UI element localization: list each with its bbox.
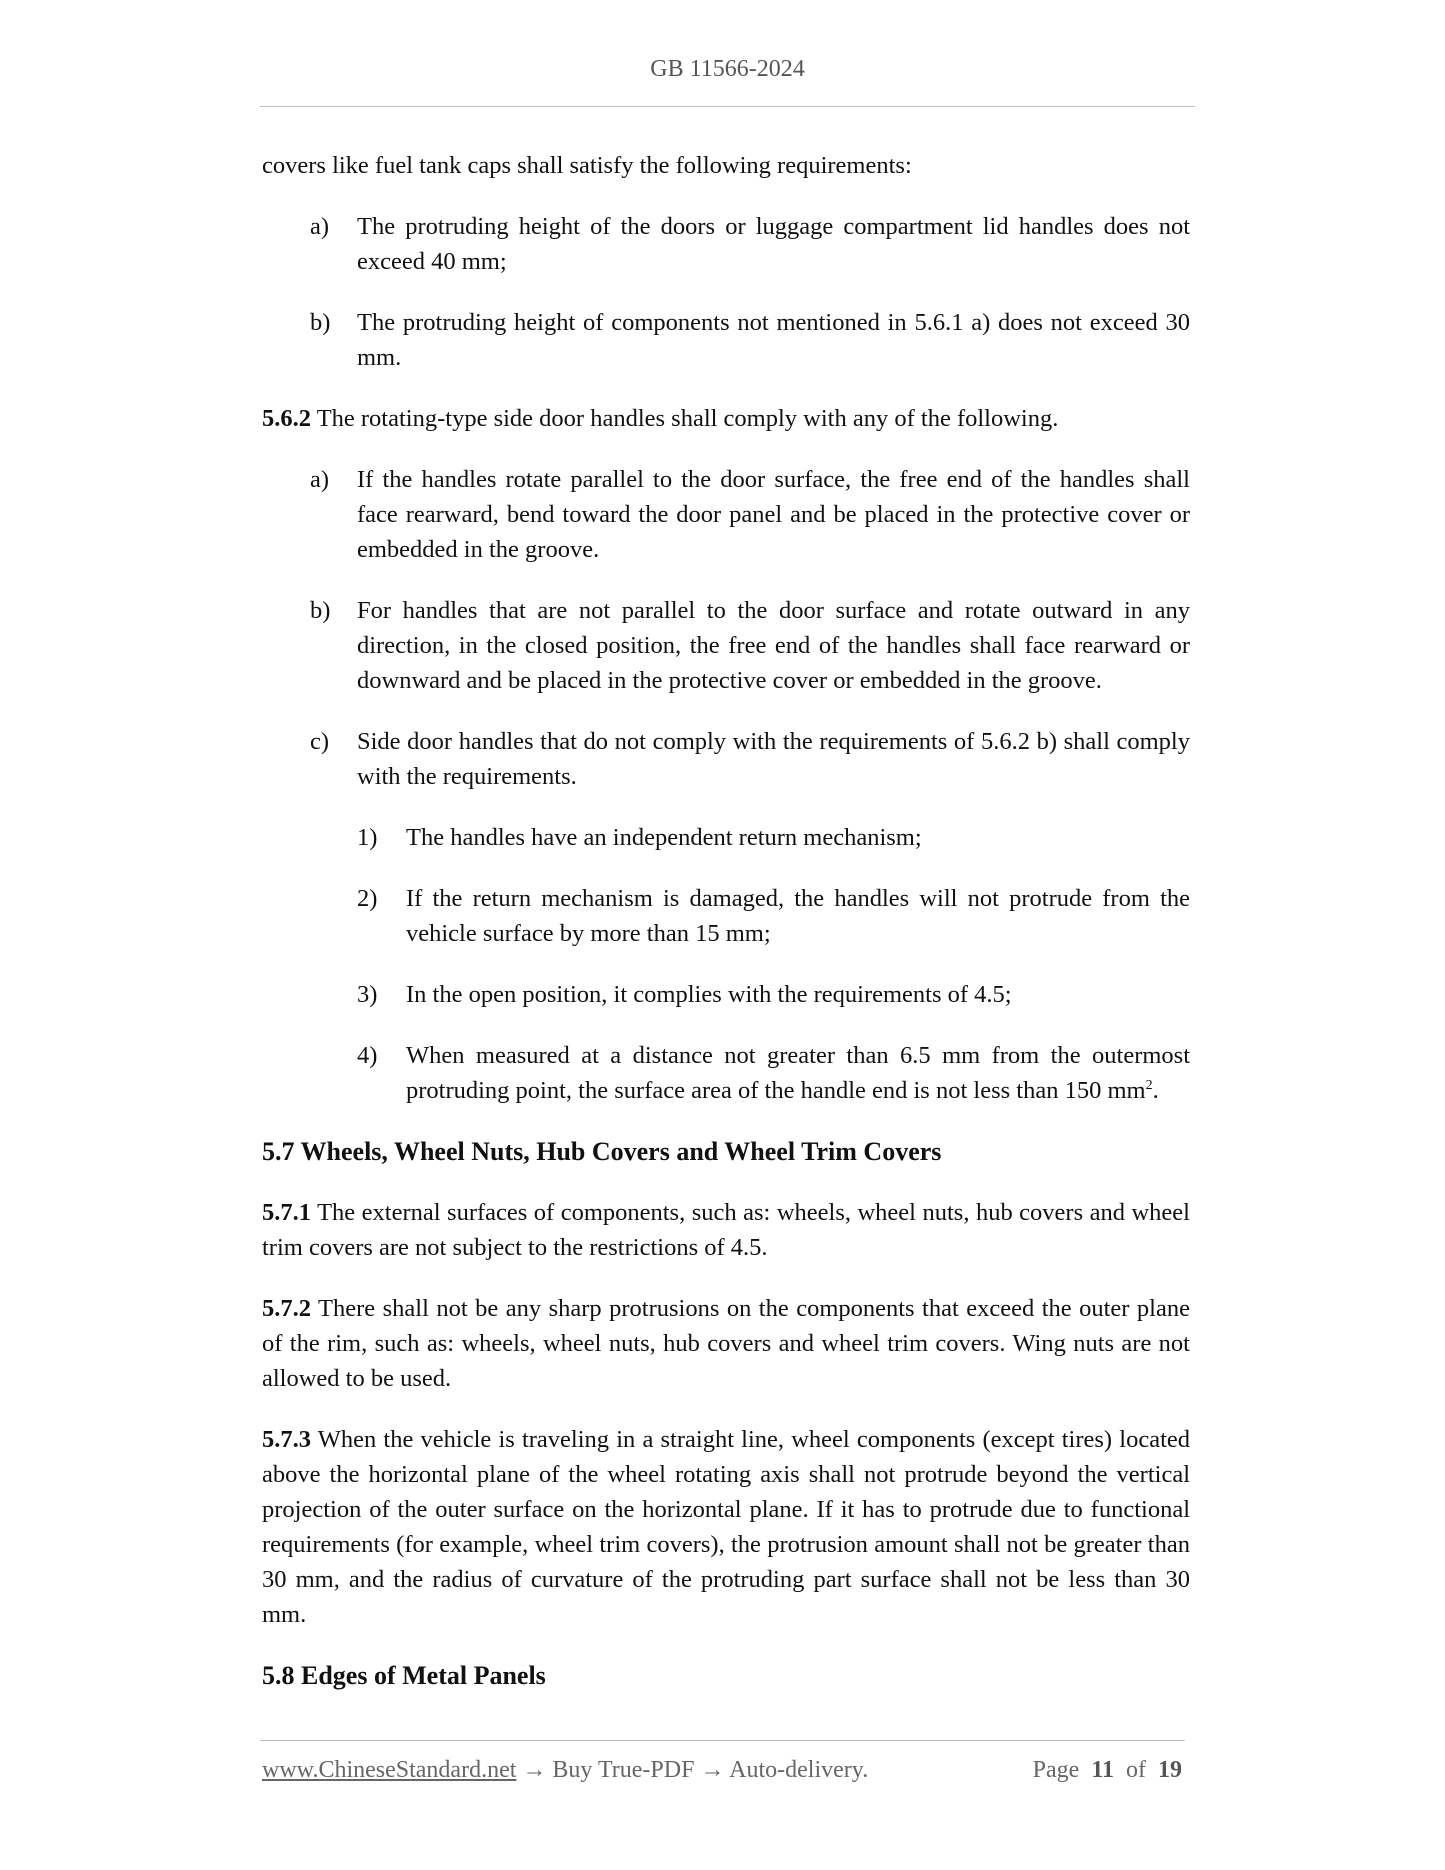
arrow-icon: → <box>522 1757 547 1783</box>
clause-text: The rotating-type side door handles shall comply with any of the following. <box>316 405 1059 432</box>
current-page: 11 <box>1091 1757 1114 1783</box>
clause-text: There shall not be any sharp protrusions on the components that exceed the outer plane of the rim, such as: wheels, wheel nuts, hub covers and wheel trim covers. Wing nuts are not allowed to be used. <box>262 1295 1190 1392</box>
sub-list-text: When measured at a distance not greater than 6.5 mm from the outermost protruding point, the surface area of the handle end is not less than 150 mm <box>406 1042 1190 1104</box>
clause-number: 5.7.1 <box>262 1199 311 1226</box>
of-word: of <box>1126 1757 1146 1783</box>
clause-5-7-3 <box>262 1422 1190 1632</box>
clause-number: 5.6.2 <box>262 405 311 432</box>
clause-5-6-2 <box>262 401 1190 436</box>
page-header: GB 11566-2024 <box>650 56 805 82</box>
superscript: 2 <box>1145 1077 1153 1093</box>
sub-list-label: 1) <box>357 824 378 851</box>
header-divider <box>260 106 1195 107</box>
list-label: a) <box>310 213 330 240</box>
intro-paragraph: covers like fuel tank caps shall satisfy the following requirements: <box>262 152 912 179</box>
buy-pdf-text: Buy True-PDF <box>552 1757 695 1783</box>
list-item <box>262 593 1190 698</box>
list-label: b) <box>310 309 331 336</box>
page-word: Page <box>1032 1757 1080 1783</box>
sub-list-label: 3) <box>357 981 378 1008</box>
clause-number: 5.7.2 <box>262 1295 311 1322</box>
section-heading-5-8: 5.8 Edges of Metal Panels <box>262 1661 546 1690</box>
list-item <box>262 462 1190 567</box>
list-text: Side door handles that do not comply with the requirements of 5.6.2 b) shall comply with the requirements. <box>357 728 1190 790</box>
page-footer <box>262 1757 1182 1784</box>
list-text: For handles that are not parallel to the door surface and rotate outward in any direction, in the closed position, the free end of the handles shall face rearward or downward and be placed in the protective cover or embedded in the groove. <box>357 597 1190 694</box>
sub-list-item <box>262 881 1190 951</box>
list-text: The protruding height of components not mentioned in 5.6.1 a) does not exceed 30 mm. <box>357 309 1190 371</box>
sub-list-item <box>262 820 1190 855</box>
sub-list-text: The handles have an independent return mechanism; <box>406 824 922 851</box>
list-item <box>262 305 1190 375</box>
clause-number: 5.7.3 <box>262 1426 311 1453</box>
clause-5-7-1 <box>262 1195 1190 1265</box>
website-link[interactable]: www.ChineseStandard.net <box>262 1757 517 1783</box>
sub-list-text: In the open position, it complies with the requirements of 4.5; <box>406 981 1012 1008</box>
sub-list-item <box>262 977 1190 1012</box>
list-item <box>262 209 1190 279</box>
list-label: b) <box>310 597 331 624</box>
total-pages: 19 <box>1158 1757 1182 1783</box>
clause-text: The external surfaces of components, such as: wheels, wheel nuts, hub covers and wheel trim covers are not subject to the restrictions of 4.5. <box>262 1199 1190 1261</box>
list-text: The protruding height of the doors or luggage compartment lid handles does not exceed 40 mm; <box>357 213 1190 275</box>
list-label: a) <box>310 466 330 493</box>
section-heading-5-7: 5.7 Wheels, Wheel Nuts, Hub Covers and Wheel Trim Covers <box>262 1137 942 1166</box>
footer-divider <box>260 1740 1185 1741</box>
sub-list-label: 4) <box>357 1042 378 1069</box>
list-item <box>262 724 1190 794</box>
sub-list-text: If the return mechanism is damaged, the handles will not protrude from the vehicle surface by more than 15 mm; <box>406 885 1190 947</box>
list-label: c) <box>310 728 330 755</box>
sub-list-tail: . <box>1152 1077 1159 1104</box>
sub-list-label: 2) <box>357 885 378 912</box>
arrow-icon: → <box>700 1757 725 1783</box>
page-number <box>1033 1757 1182 1784</box>
clause-text: When the vehicle is traveling in a straight line, wheel components (except tires) located above the horizontal plane of the wheel rotating axis shall not protrude beyond the vertical projection of the outer surface on the horizontal plane. If it has to protrude due to functional requirements (for example, wheel trim covers), the protrusion amount shall not be greater than 30 mm, and the radius of curvature of the protruding part surface shall not be less than 30 mm. <box>262 1426 1190 1628</box>
auto-delivery-text: Auto-delivery. <box>729 1757 869 1783</box>
list-text: If the handles rotate parallel to the door surface, the free end of the handles shall face rearward, bend toward the door panel and be placed in the protective cover or embedded in the groove. <box>357 466 1190 563</box>
document-body <box>262 148 1190 1719</box>
clause-5-7-2 <box>262 1291 1190 1396</box>
sub-list-item <box>262 1038 1190 1108</box>
